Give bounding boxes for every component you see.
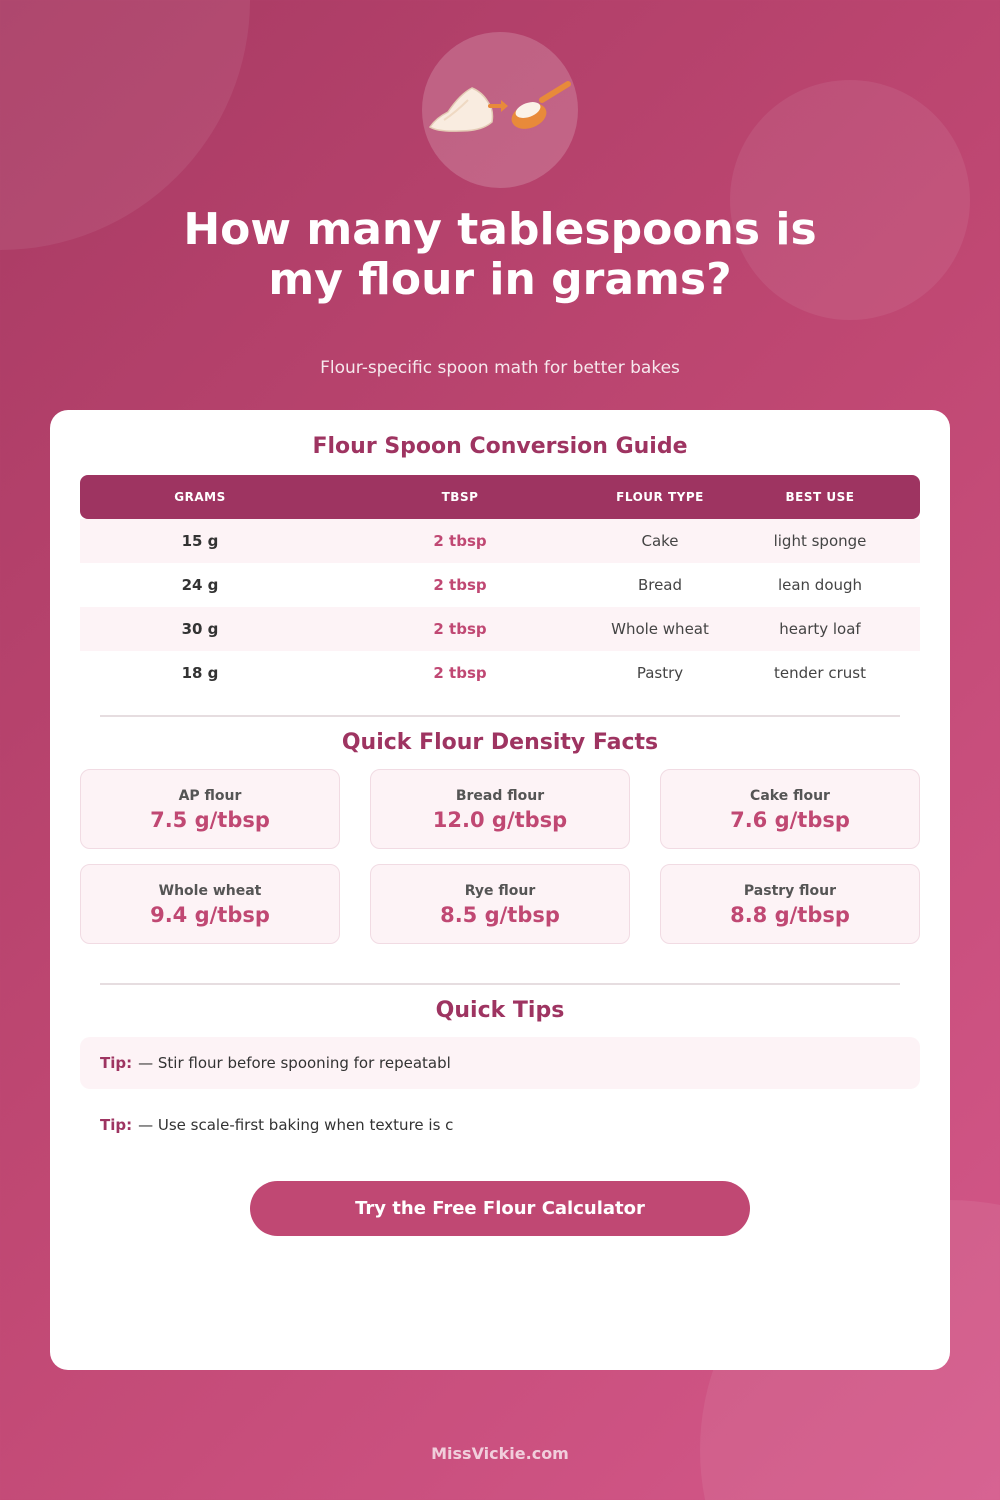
density-value: 9.4 g/tbsp [150, 903, 270, 927]
grams-cell: 18 g [181, 664, 219, 682]
best-use-cell: tender crust [774, 664, 866, 682]
title-line: my flour in grams? [268, 254, 732, 305]
density-value: 7.6 g/tbsp [730, 808, 850, 832]
flour-to-spoon-icon [422, 32, 578, 188]
table-row [80, 607, 920, 651]
flour-type-cell: Bread [637, 576, 683, 594]
tip-label: Tip: [100, 1116, 133, 1134]
tbsp-cell: 2 tbsp [433, 532, 487, 550]
tbsp-cell: 2 tbsp [433, 664, 487, 682]
tips-title: Quick Tips [435, 998, 565, 1023]
column-header: TBSP [441, 490, 479, 504]
table-row [80, 519, 920, 563]
density-value: 8.5 g/tbsp [440, 903, 560, 927]
density-card [80, 864, 340, 944]
density-card [660, 769, 920, 849]
flour-type-cell: Pastry [636, 664, 684, 682]
grams-cell: 30 g [181, 620, 219, 638]
best-use-cell: light sponge [773, 532, 867, 550]
density-card [370, 864, 630, 944]
density-title: Quick Flour Density Facts [341, 730, 659, 755]
tip-label: Tip: [100, 1054, 133, 1072]
tip-item [80, 1099, 920, 1151]
column-header: GRAMS [174, 490, 226, 504]
footer-brand[interactable]: MissVickie.com [431, 1444, 569, 1463]
table-header [80, 475, 920, 519]
page-subtitle: Flour-specific spoon math for better bakes [320, 358, 680, 378]
page-title [100, 205, 900, 305]
density-label: Whole wheat [158, 883, 262, 899]
density-label: AP flour [178, 788, 242, 804]
section-divider [100, 715, 900, 717]
density-label: Rye flour [464, 883, 536, 899]
title-line: How many tablespoons is [183, 204, 817, 255]
density-label: Cake flour [750, 788, 830, 804]
column-header: BEST USE [785, 490, 855, 504]
table-row [80, 651, 920, 695]
tip-text: — Stir flour before spooning for repeatabl [138, 1054, 451, 1072]
flour-type-cell: Cake [641, 532, 679, 550]
tbsp-cell: 2 tbsp [433, 620, 487, 638]
density-card [80, 769, 340, 849]
column-header: FLOUR TYPE [616, 490, 704, 504]
best-use-cell: lean dough [777, 576, 863, 594]
grams-cell: 15 g [181, 532, 219, 550]
density-value: 8.8 g/tbsp [730, 903, 850, 927]
table-row [80, 563, 920, 607]
conversion-table [80, 475, 920, 695]
density-card [660, 864, 920, 944]
section-divider [100, 983, 900, 985]
density-value: 7.5 g/tbsp [150, 808, 270, 832]
content-card [50, 410, 950, 1370]
density-value: 12.0 g/tbsp [432, 808, 568, 832]
density-label: Pastry flour [743, 883, 837, 899]
density-card [370, 769, 630, 849]
density-label: Bread flour [455, 788, 545, 804]
tbsp-cell: 2 tbsp [433, 576, 487, 594]
flour-calculator-button[interactable]: Try the Free Flour Calculator [250, 1181, 750, 1236]
tip-text: — Use scale-first baking when texture is c [138, 1116, 454, 1134]
tip-item [80, 1037, 920, 1089]
grams-cell: 24 g [181, 576, 219, 594]
best-use-cell: hearty loaf [779, 620, 861, 638]
flour-type-cell: Whole wheat [611, 620, 709, 638]
conversion-title: Flour Spoon Conversion Guide [312, 434, 688, 459]
